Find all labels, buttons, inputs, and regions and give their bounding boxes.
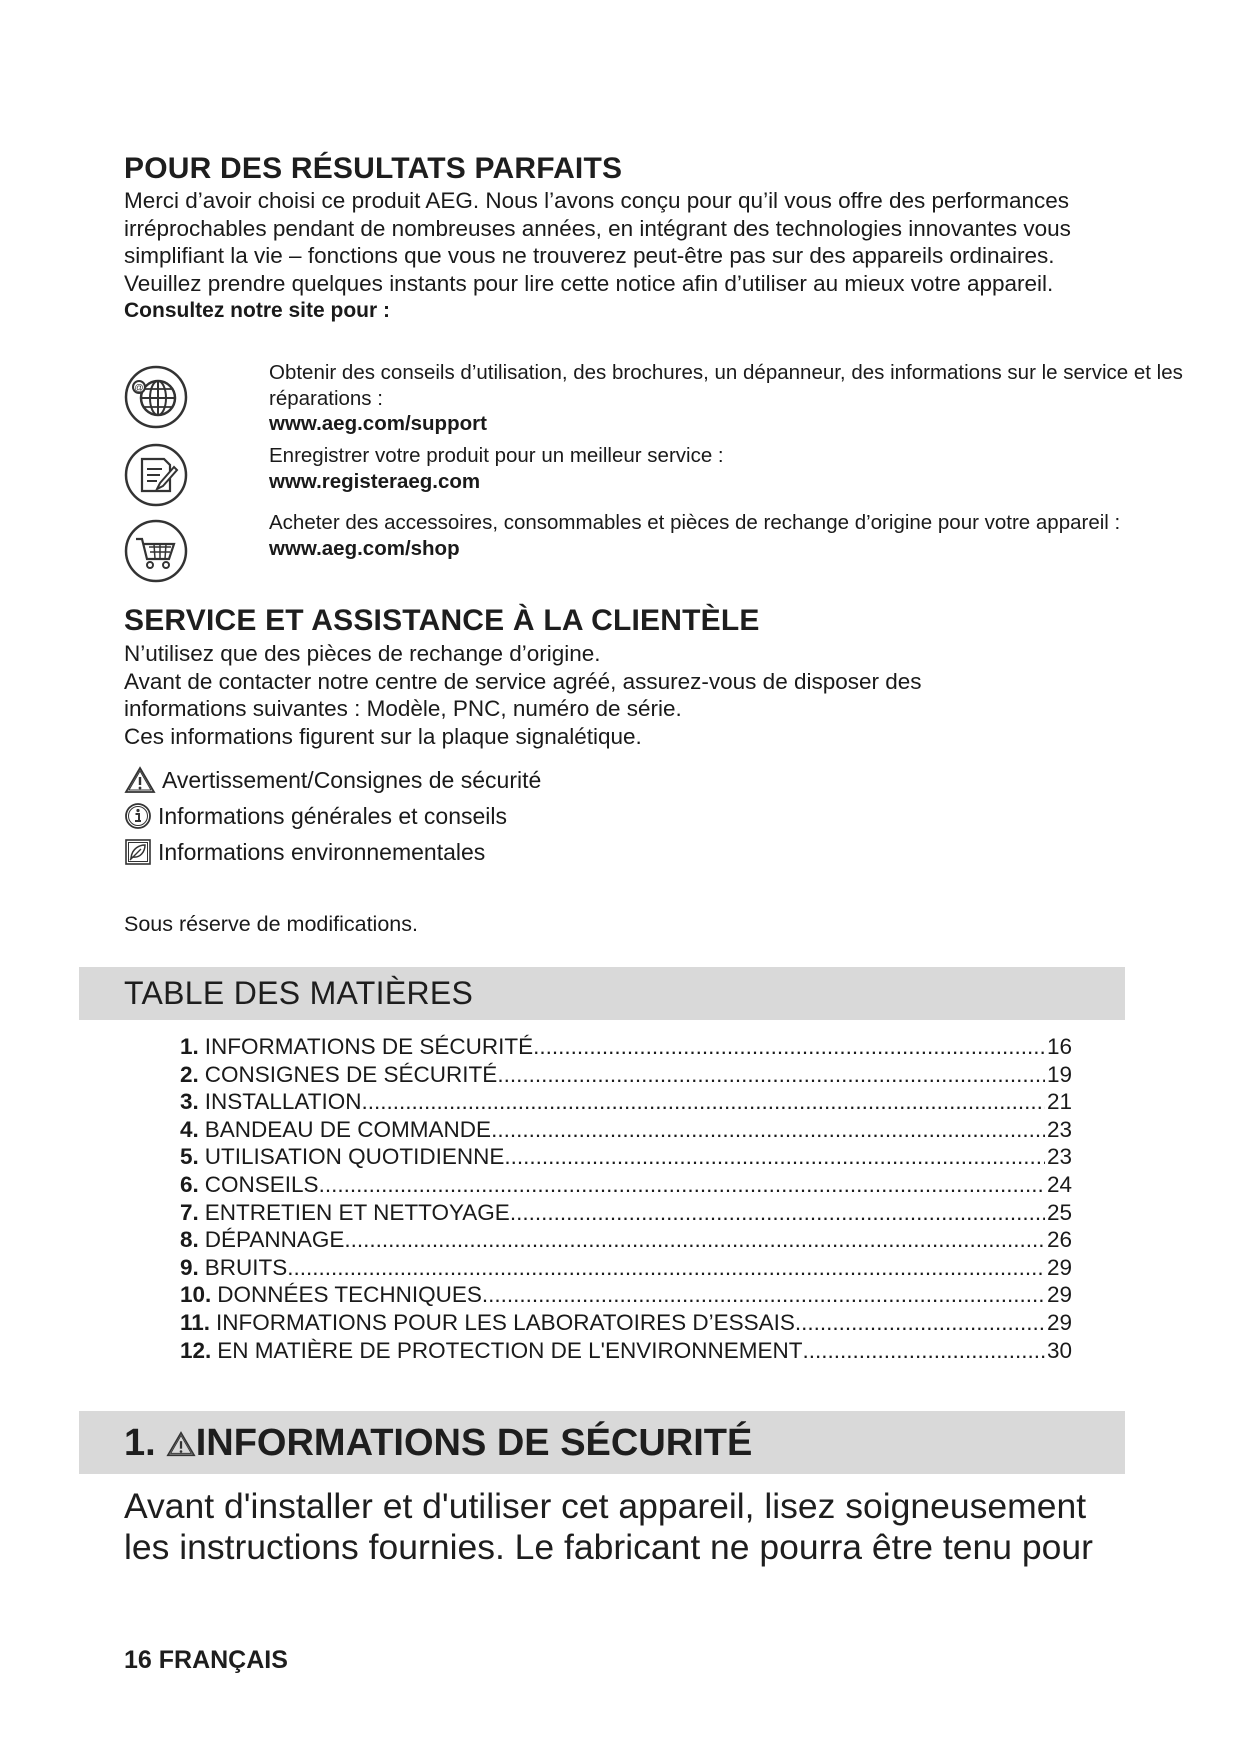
legend-warning [124, 762, 541, 798]
symbol-legend [124, 762, 541, 870]
page-footer: 16 FRANÇAIS [124, 1646, 288, 1674]
toc-page: 30 [1046, 1337, 1072, 1363]
toc-num: 4. [180, 1116, 199, 1142]
toc-item[interactable] [180, 1226, 1072, 1254]
globe-support-icon [124, 365, 188, 429]
legend-environment [124, 834, 541, 870]
toc-page: 19 [1046, 1061, 1072, 1087]
shop-text-block [269, 510, 1229, 561]
toc-label: ENTRETIEN ET NETTOYAGE [204, 1199, 510, 1225]
toc-label: CONSEILS [204, 1171, 319, 1197]
register-form-icon [124, 443, 188, 507]
legend-info [124, 798, 541, 834]
svg-text:@: @ [134, 382, 144, 393]
toc-leader [287, 1254, 1045, 1282]
service-line-2: Avant de contacter notre centre de service agréé, assurez-vous de disposer des informations suivantes : Modèle, PNC, numéro de série. [124, 668, 922, 721]
shopping-cart-icon [124, 519, 188, 583]
toc-leader [795, 1309, 1045, 1337]
toc-item[interactable] [180, 1116, 1072, 1144]
toc-label: DONNÉES TECHNIQUES [217, 1282, 482, 1308]
legend-warning-label: Avertissement/Consignes de sécurité [162, 767, 542, 793]
register-text-block [269, 443, 1229, 494]
toc-num: 1. [180, 1034, 199, 1059]
toc-page: 26 [1046, 1227, 1072, 1253]
toc-item[interactable] [180, 1254, 1072, 1282]
info-circle-icon [124, 802, 152, 830]
toc-label: DÉPANNAGE [204, 1227, 345, 1253]
toc-leader [504, 1143, 1045, 1171]
toc-item[interactable] [180, 1033, 1072, 1061]
toc-item[interactable] [180, 1088, 1072, 1116]
register-text: Enregistrer votre produit pour un meilleur service : [269, 444, 724, 467]
toc-item[interactable] [180, 1337, 1072, 1365]
warning-triangle-icon [124, 766, 156, 794]
service-heading: SERVICE ET ASSISTANCE À LA CLIENTÈLE [124, 604, 760, 637]
toc-label: UTILISATION QUOTIDIENNE [204, 1144, 505, 1170]
toc-label: BRUITS [204, 1254, 288, 1280]
toc-num: 12. [180, 1337, 212, 1363]
toc-leader [361, 1088, 1045, 1116]
register-link[interactable]: www.registeraeg.com [269, 469, 481, 493]
toc-num: 6. [180, 1171, 199, 1197]
toc-leader [491, 1116, 1045, 1144]
toc-num: 8. [180, 1227, 199, 1253]
toc-header-band [79, 967, 1125, 1020]
support-link[interactable]: www.aeg.com/support [269, 412, 487, 435]
service-text [124, 640, 1024, 750]
leaf-environment-icon [124, 838, 152, 866]
toc-page: 29 [1046, 1309, 1072, 1335]
toc-page: 24 [1046, 1171, 1072, 1197]
safety-intro: Avant d'installer et d'utiliser cet appareil, lisez soigneusement les instructions fournies. Le fabricant ne pourra être tenu pour [124, 1486, 1093, 1567]
toc-leader [319, 1171, 1045, 1199]
toc-item[interactable] [180, 1309, 1072, 1337]
toc-num: 10. [180, 1282, 212, 1308]
toc-leader [497, 1061, 1045, 1089]
toc-label: CONSIGNES DE SÉCURITÉ [204, 1061, 498, 1087]
toc-leader [802, 1337, 1045, 1365]
toc-label: EN MATIÈRE DE PROTECTION DE L'ENVIRONNEMENT [217, 1337, 803, 1363]
toc-label: INSTALLATION [204, 1089, 362, 1115]
results-heading: POUR DES RÉSULTATS PARFAITS [124, 152, 623, 185]
intro-text: Merci d’avoir choisi ce produit AEG. Nous l’avons conçu pour qu’il vous offre des performances irréprochables pendant de nombreuses années, en intégrant des technologies innovantes vous simplifiant la vie – fonctions que vous ne trouverez peut-être pas sur des appareils ordinaires. Veuillez prendre quelques instants pour lire cette notice afin d’utiliser au mieux votre appareil. [124, 188, 1071, 296]
toc-num: 9. [180, 1254, 199, 1280]
toc-page: 23 [1046, 1116, 1072, 1142]
toc-num: 11. [180, 1309, 211, 1335]
reserve-note: Sous réserve de modifications. [124, 912, 418, 936]
service-line-3: Ces informations figurent sur la plaque signalétique. [124, 723, 642, 749]
safety-heading [124, 1422, 752, 1465]
toc-item[interactable] [180, 1281, 1072, 1309]
safety-heading-number: 1. [124, 1422, 156, 1464]
toc-title: TABLE DES MATIÈRES [124, 975, 474, 1011]
toc-num: 3. [180, 1089, 199, 1115]
toc-num: 2. [180, 1061, 199, 1087]
legend-info-label: Informations générales et conseils [158, 803, 508, 829]
toc-leader [533, 1033, 1045, 1061]
toc-page: 21 [1046, 1089, 1072, 1115]
toc-item[interactable] [180, 1171, 1072, 1199]
toc-page: 29 [1046, 1254, 1072, 1280]
toc-leader [510, 1199, 1045, 1227]
toc-num: 7. [180, 1199, 199, 1225]
service-line-1: N’utilisez que des pièces de rechange d’origine. [124, 641, 601, 666]
toc-item[interactable] [180, 1199, 1072, 1227]
shop-link[interactable]: www.aeg.com/shop [269, 536, 460, 560]
toc-page: 23 [1046, 1144, 1072, 1170]
safety-header-band [79, 1411, 1125, 1474]
toc-page: 16 [1046, 1034, 1072, 1059]
support-text-block [269, 360, 1229, 437]
toc-item[interactable] [180, 1143, 1072, 1171]
toc-page: 29 [1046, 1282, 1072, 1308]
toc-leader [344, 1226, 1045, 1254]
toc-label: INFORMATIONS DE SÉCURITÉ [204, 1034, 534, 1059]
toc-label: INFORMATIONS POUR LES LABORATOIRES D’ESSAIS [216, 1309, 795, 1335]
shop-text: Acheter des accessoires, consommables et pièces de rechange d’origine pour votre appareil : [269, 511, 1121, 534]
toc-item[interactable] [180, 1061, 1072, 1089]
toc-list [180, 1033, 1072, 1364]
toc-leader [482, 1281, 1045, 1309]
results-intro [124, 187, 1114, 324]
safety-heading-text: INFORMATIONS DE SÉCURITÉ [195, 1422, 753, 1464]
support-text: Obtenir des conseils d’utilisation, des brochures, un dépanneur, des informations sur le service et les réparations : [269, 361, 1183, 410]
site-label: Consultez notre site pour : [124, 299, 391, 322]
legend-environment-label: Informations environnementales [158, 839, 486, 865]
toc-page: 25 [1046, 1199, 1072, 1225]
toc-num: 5. [180, 1144, 199, 1170]
toc-label: BANDEAU DE COMMANDE [204, 1116, 492, 1142]
warning-triangle-icon [166, 1430, 196, 1458]
